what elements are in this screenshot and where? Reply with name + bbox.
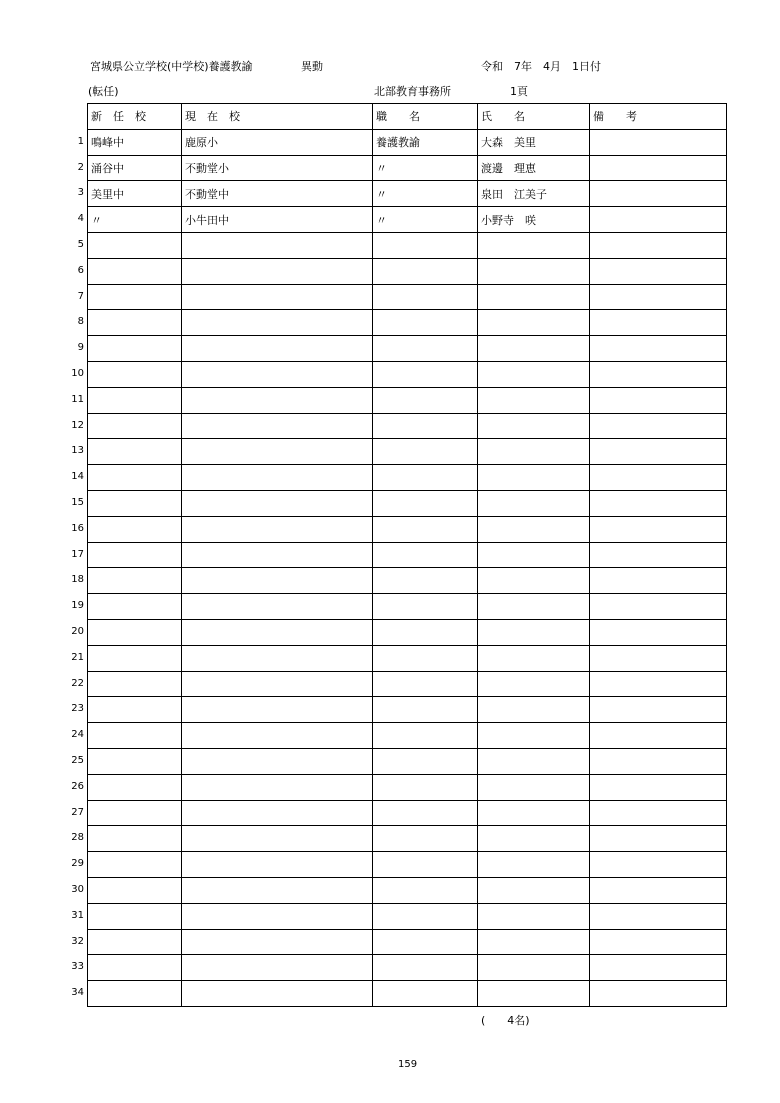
cell-note (590, 155, 727, 181)
document-title: 宮城県公立学校(中学校)養護教諭 (90, 60, 253, 73)
cell-current-school (182, 852, 373, 878)
cell-name (478, 284, 590, 310)
cell-name (478, 387, 590, 413)
cell-position (373, 439, 478, 465)
cell-position (373, 490, 478, 516)
cell-note (590, 981, 727, 1007)
row-number: 15 (71, 497, 84, 508)
column-header-position: 職 名 (373, 104, 478, 130)
cell-current-school (182, 232, 373, 258)
row-number: 9 (77, 342, 84, 354)
cell-position (373, 619, 478, 645)
cell-new-school (88, 361, 182, 387)
cell-note (590, 697, 727, 723)
cell-new-school (88, 929, 182, 955)
cell-note (590, 852, 727, 878)
cell-note (590, 594, 727, 620)
row-number: 17 (71, 548, 84, 560)
cell-name (478, 619, 590, 645)
cell-current-school (182, 258, 373, 284)
cell-current-school (182, 929, 373, 955)
table-row (88, 310, 727, 336)
cell-current-school: 不動堂中 (182, 181, 373, 207)
table-row (88, 336, 727, 362)
cell-current-school: 小牛田中 (182, 207, 373, 233)
cell-name (478, 490, 590, 516)
cell-name (478, 697, 590, 723)
table-row (88, 877, 727, 903)
cell-current-school (182, 981, 373, 1007)
cell-new-school (88, 955, 182, 981)
row-number: 30 (71, 884, 84, 895)
table-row (88, 671, 727, 697)
row-number: 23 (71, 703, 84, 715)
table-row (88, 800, 727, 826)
cell-current-school (182, 387, 373, 413)
cell-position (373, 361, 478, 387)
cell-new-school (88, 826, 182, 852)
cell-current-school (182, 645, 373, 671)
table-header-row (88, 104, 727, 130)
cell-note (590, 929, 727, 955)
cell-note (590, 490, 727, 516)
table-row (88, 361, 727, 387)
cell-note (590, 542, 727, 568)
cell-position (373, 336, 478, 362)
cell-note (590, 258, 727, 284)
cell-position (373, 284, 478, 310)
table-row (88, 129, 727, 155)
cell-position (373, 723, 478, 749)
table-row (88, 181, 727, 207)
cell-position (373, 981, 478, 1007)
cell-name (478, 671, 590, 697)
cell-note (590, 284, 727, 310)
cell-position (373, 568, 478, 594)
cell-note (590, 826, 727, 852)
cell-current-school (182, 568, 373, 594)
cell-name (478, 877, 590, 903)
row-number: 18 (71, 574, 84, 586)
cell-name (478, 748, 590, 774)
cell-new-school: 〃 (88, 207, 182, 233)
cell-note (590, 800, 727, 826)
cell-name (478, 903, 590, 929)
column-header-new-school: 新 任 校 (88, 104, 182, 130)
table-row (88, 284, 727, 310)
cell-note (590, 413, 727, 439)
cell-position (373, 542, 478, 568)
table-row (88, 439, 727, 465)
cell-name (478, 516, 590, 542)
row-number: 24 (71, 729, 84, 741)
cell-note (590, 387, 727, 413)
table-row (88, 258, 727, 284)
table-row (88, 232, 727, 258)
row-number: 7 (77, 290, 84, 302)
cell-current-school (182, 955, 373, 981)
cell-new-school (88, 594, 182, 620)
cell-position (373, 258, 478, 284)
cell-name (478, 723, 590, 749)
cell-name (478, 826, 590, 852)
cell-position (373, 697, 478, 723)
cell-new-school (88, 258, 182, 284)
column-header-name: 氏 名 (478, 104, 590, 130)
cell-position (373, 748, 478, 774)
cell-name (478, 542, 590, 568)
cell-position (373, 232, 478, 258)
table-row (88, 568, 727, 594)
cell-note (590, 465, 727, 491)
total-count: ( 4名) (481, 1014, 530, 1027)
column-header-note: 備 考 (590, 104, 727, 130)
cell-position (373, 465, 478, 491)
table-row (88, 413, 727, 439)
cell-current-school: 不動堂小 (182, 155, 373, 181)
table-row (88, 697, 727, 723)
table-row (88, 516, 727, 542)
cell-position (373, 903, 478, 929)
row-number: 1 (77, 135, 84, 147)
cell-new-school (88, 413, 182, 439)
cell-new-school (88, 852, 182, 878)
row-number: 26 (71, 780, 84, 792)
cell-new-school (88, 671, 182, 697)
row-number: 16 (71, 522, 84, 534)
row-number: 27 (71, 806, 84, 818)
row-number: 10 (71, 368, 84, 379)
cell-position (373, 852, 478, 878)
cell-name (478, 852, 590, 878)
cell-note (590, 129, 727, 155)
table-row (88, 155, 727, 181)
row-number: 34 (71, 987, 84, 999)
cell-name (478, 336, 590, 362)
cell-note (590, 774, 727, 800)
row-number: 28 (71, 832, 84, 844)
cell-new-school (88, 723, 182, 749)
office-name: 北部教育事務所 (374, 85, 451, 98)
cell-name (478, 568, 590, 594)
table-row (88, 387, 727, 413)
table-row (88, 981, 727, 1007)
table-row (88, 723, 727, 749)
cell-current-school (182, 413, 373, 439)
cell-name (478, 774, 590, 800)
cell-name (478, 232, 590, 258)
cell-new-school (88, 310, 182, 336)
cell-current-school (182, 542, 373, 568)
cell-position: 〃 (373, 181, 478, 207)
cell-name (478, 800, 590, 826)
cell-new-school (88, 284, 182, 310)
cell-position (373, 594, 478, 620)
row-number: 13 (71, 445, 84, 457)
row-number: 21 (71, 651, 84, 663)
cell-current-school (182, 594, 373, 620)
cell-current-school (182, 310, 373, 336)
cell-new-school (88, 336, 182, 362)
cell-position: 養護教諭 (373, 129, 478, 155)
cell-position (373, 826, 478, 852)
cell-new-school (88, 697, 182, 723)
row-number: 6 (77, 264, 84, 276)
cell-note (590, 310, 727, 336)
cell-new-school: 涌谷中 (88, 155, 182, 181)
cell-name: 小野寺 咲 (478, 207, 590, 233)
cell-new-school (88, 516, 182, 542)
cell-note (590, 207, 727, 233)
cell-current-school (182, 671, 373, 697)
cell-note (590, 955, 727, 981)
cell-name (478, 361, 590, 387)
row-number: 33 (71, 961, 84, 973)
cell-note (590, 181, 727, 207)
cell-name (478, 981, 590, 1007)
cell-new-school (88, 568, 182, 594)
cell-current-school (182, 800, 373, 826)
row-number: 11 (71, 393, 84, 405)
cell-new-school (88, 877, 182, 903)
cell-position (373, 877, 478, 903)
cell-name (478, 645, 590, 671)
table-row (88, 619, 727, 645)
cell-current-school (182, 826, 373, 852)
row-number: 32 (71, 935, 84, 947)
row-number: 25 (71, 755, 84, 766)
cell-current-school (182, 877, 373, 903)
effective-date: 令和 7年 4月 1日付 (481, 60, 601, 73)
cell-new-school (88, 981, 182, 1007)
cell-new-school (88, 465, 182, 491)
row-number: 12 (71, 419, 84, 431)
table-row (88, 929, 727, 955)
cell-note (590, 336, 727, 362)
column-header-current-school: 現 在 校 (182, 104, 373, 130)
cell-note (590, 877, 727, 903)
cell-current-school: 鹿原小 (182, 129, 373, 155)
table-row (88, 748, 727, 774)
row-number: 2 (77, 161, 84, 173)
cell-current-school (182, 439, 373, 465)
cell-position (373, 413, 478, 439)
table-row (88, 826, 727, 852)
cell-note (590, 619, 727, 645)
row-number: 29 (71, 858, 84, 870)
cell-note (590, 361, 727, 387)
cell-note (590, 439, 727, 465)
table-row (88, 852, 727, 878)
page-label: 1頁 (510, 85, 528, 98)
row-number: 31 (71, 909, 84, 921)
table-row (88, 542, 727, 568)
cell-position (373, 955, 478, 981)
cell-name (478, 465, 590, 491)
cell-note (590, 723, 727, 749)
cell-new-school (88, 619, 182, 645)
row-number: 8 (77, 316, 84, 328)
cell-name (478, 594, 590, 620)
row-number: 22 (71, 677, 84, 689)
cell-position (373, 800, 478, 826)
cell-name (478, 413, 590, 439)
cell-current-school (182, 490, 373, 516)
cell-position (373, 387, 478, 413)
cell-name: 大森 美里 (478, 129, 590, 155)
cell-note (590, 903, 727, 929)
cell-name (478, 258, 590, 284)
cell-new-school (88, 645, 182, 671)
row-number: 5 (77, 239, 84, 250)
cell-position: 〃 (373, 155, 478, 181)
cell-current-school (182, 619, 373, 645)
cell-new-school (88, 903, 182, 929)
cell-current-school (182, 516, 373, 542)
table-row (88, 774, 727, 800)
cell-current-school (182, 361, 373, 387)
table-row (88, 903, 727, 929)
cell-name: 泉田 江美子 (478, 181, 590, 207)
cell-note (590, 568, 727, 594)
table-row (88, 645, 727, 671)
cell-position (373, 774, 478, 800)
cell-note (590, 516, 727, 542)
table-row (88, 207, 727, 233)
cell-position (373, 516, 478, 542)
table-row (88, 594, 727, 620)
cell-note (590, 645, 727, 671)
cell-new-school (88, 748, 182, 774)
document-kind: 異動 (301, 60, 323, 73)
transfer-type: (転任) (88, 85, 119, 98)
row-number: 4 (77, 213, 84, 225)
cell-new-school (88, 542, 182, 568)
cell-new-school (88, 490, 182, 516)
cell-current-school (182, 336, 373, 362)
table-row (88, 465, 727, 491)
cell-position (373, 929, 478, 955)
cell-name (478, 310, 590, 336)
transfer-table (87, 103, 727, 1007)
cell-position (373, 645, 478, 671)
cell-current-school (182, 774, 373, 800)
cell-position: 〃 (373, 207, 478, 233)
cell-name: 渡邊 理恵 (478, 155, 590, 181)
cell-name (478, 929, 590, 955)
cell-note (590, 232, 727, 258)
cell-new-school: 美里中 (88, 181, 182, 207)
row-number: 14 (71, 471, 84, 483)
row-number: 19 (71, 600, 84, 612)
cell-new-school (88, 774, 182, 800)
cell-new-school (88, 800, 182, 826)
cell-name (478, 439, 590, 465)
cell-position (373, 671, 478, 697)
cell-position (373, 310, 478, 336)
row-number: 3 (77, 187, 84, 199)
cell-current-school (182, 465, 373, 491)
cell-current-school (182, 748, 373, 774)
table-row (88, 955, 727, 981)
cell-name (478, 955, 590, 981)
cell-note (590, 748, 727, 774)
cell-current-school (182, 284, 373, 310)
cell-new-school (88, 232, 182, 258)
cell-current-school (182, 723, 373, 749)
row-number: 20 (71, 626, 84, 637)
cell-new-school: 鳴峰中 (88, 129, 182, 155)
table-row (88, 490, 727, 516)
page-number: 159 (398, 1059, 418, 1070)
cell-new-school (88, 387, 182, 413)
cell-current-school (182, 697, 373, 723)
cell-note (590, 671, 727, 697)
cell-new-school (88, 439, 182, 465)
cell-current-school (182, 903, 373, 929)
